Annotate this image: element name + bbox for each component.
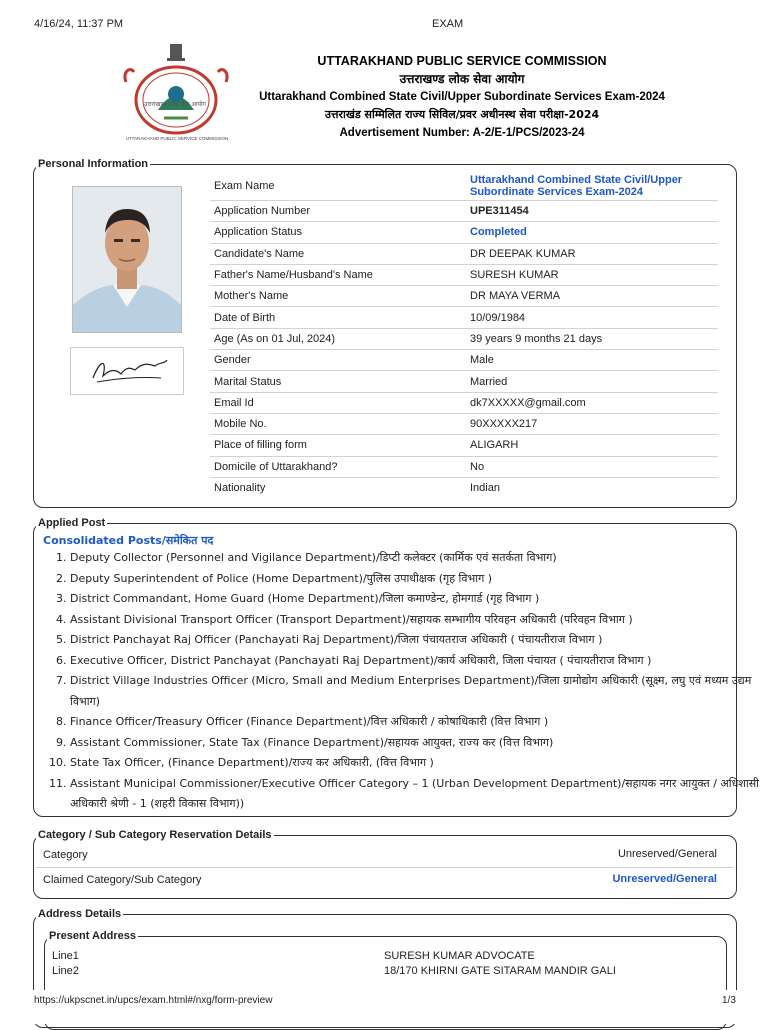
page-url: https://ukpscnet.in/upcs/exam.html#/nxg/form-preview	[34, 995, 273, 1006]
row-label: Domicile of Uttarakhand?	[210, 456, 466, 477]
application-status-value: Completed	[466, 222, 718, 243]
row-label: Mother's Name	[210, 286, 466, 307]
table-row	[210, 350, 718, 371]
row-label: Age (As on 01 Jul, 2024)	[210, 328, 466, 349]
table-row	[210, 456, 718, 477]
list-item: 10. State Tax Officer, (Finance Department)/राज्य कर अधिकारी, (वित्त विभाग )	[70, 753, 760, 774]
place-value: ALIGARH	[466, 435, 718, 456]
row-label: Email Id	[210, 392, 466, 413]
table-row	[210, 286, 718, 307]
line2-label: Line2	[52, 965, 79, 977]
table-row	[210, 328, 718, 349]
table-row	[210, 264, 718, 285]
father-name-value: SURESH KUMAR	[466, 264, 718, 285]
emblem-english-text: UTTARAKHAND PUBLIC SERVICE COMMISSION	[125, 136, 229, 141]
present-address-legend: Present Address	[49, 930, 137, 942]
row-label: Application Number	[210, 201, 466, 222]
domicile-value: No	[466, 456, 718, 477]
personal-info-legend: Personal Information	[38, 158, 149, 170]
line1-label: Line1	[52, 950, 79, 962]
row-label: Father's Name/Husband's Name	[210, 264, 466, 285]
advertisement-number: Advertisement Number: A-2/E-1/PCS/2023-24	[339, 127, 585, 139]
table-row	[210, 477, 718, 498]
candidate-photo	[72, 186, 182, 333]
print-title: EXAM	[432, 18, 464, 30]
list-item: 7. District Village Industries Officer (Micro, Small and Medium Enterprises Department)/जिला ग्रामोद्योग अधिकारी (सूक्ष्म, लघु एवं मध्यम उद्यम विभाग)	[70, 671, 760, 712]
personal-info-table	[210, 172, 718, 498]
age-value: 39 years 9 months 21 days	[466, 328, 718, 349]
exam-name-hi: उत्तराखंड सम्मिलित राज्य सिविल/प्रवर अधीनस्थ सेवा परीक्षा-2024	[324, 108, 600, 121]
line2-value: 18/170 KHIRNI GATE SITARAM MANDIR GALI	[384, 965, 616, 977]
list-item: 1. Deputy Collector (Personnel and Vigilance Department)/डिप्टी कलेक्टर (कार्मिक एवं सतर्कता विभाग)	[70, 548, 760, 569]
address-legend: Address Details	[38, 908, 122, 920]
list-item: 11. Assistant Municipal Commissioner/Executive Officer Category – 1 (Urban Development Department)/सहायक नगर आयुक्त / अधिशासी अधिकारी श्रेणी - 1 (शहरी विकास विभाग))	[70, 774, 760, 815]
applied-post-legend: Applied Post	[38, 517, 106, 529]
emblem-hindi-text: उत्तराखण्ड लोक सेवा आयोग	[144, 101, 206, 108]
list-item: 2. Deputy Superintendent of Police (Home Department)/पुलिस उपाधीक्षक (गृह विभाग )	[70, 569, 760, 590]
category-value: Unreserved/General	[617, 848, 717, 860]
row-label: Gender	[210, 350, 466, 371]
application-number-value: UPE311454	[466, 201, 718, 222]
row-label: Nationality	[214, 482, 266, 494]
print-datetime: 4/16/24, 11:37 PM	[34, 18, 124, 30]
list-item: 6. Executive Officer, District Panchayat (Panchayati Raj Department)/कार्य अधिकारी, जिला पंचायत ( पंचायतीराज विभाग )	[70, 651, 760, 672]
banner-text	[252, 52, 672, 142]
claimed-category-label: Claimed Category/Sub Category	[43, 874, 202, 886]
email-value: dk7XXXXX@gmail.com	[466, 392, 718, 413]
claimed-category-value: Unreserved/General	[612, 873, 717, 885]
category-label: Category	[43, 849, 88, 861]
candidate-photo-icon	[73, 187, 181, 332]
row-label: Application Status	[210, 222, 466, 243]
signature-icon	[71, 348, 183, 394]
table-row	[210, 222, 718, 243]
table-row	[210, 243, 718, 264]
table-row	[210, 413, 718, 434]
row-label: Exam Name	[210, 172, 466, 201]
table-row	[210, 435, 718, 456]
row-label: Place of filling form	[210, 435, 466, 456]
marital-status-value: Married	[466, 371, 718, 392]
dob-value: 10/09/1984	[466, 307, 718, 328]
table-row	[210, 201, 718, 222]
table-row	[210, 172, 718, 201]
candidate-signature	[70, 347, 184, 395]
category-section	[33, 829, 737, 899]
table-row	[210, 307, 718, 328]
gender-value: Male	[466, 350, 718, 371]
posts-list	[40, 548, 760, 815]
mother-name-value: DR MAYA VERMA	[466, 286, 718, 307]
candidate-name-value: DR DEEPAK KUMAR	[466, 243, 718, 264]
ukpsc-emblem-icon	[120, 42, 232, 142]
row-label: Mobile No.	[210, 413, 466, 434]
list-item: 4. Assistant Divisional Transport Officer (Transport Department)/सहायक सम्भागीय परिवहन अधिकारी (परिवहन विभाग )	[70, 610, 760, 631]
table-row	[210, 392, 718, 413]
org-name-hi: उत्तराखण्ड लोक सेवा आयोग	[399, 72, 525, 86]
table-row	[210, 371, 718, 392]
consolidated-posts-title: Consolidated Posts/समेकित पद	[43, 534, 214, 547]
category-legend: Category / Sub Category Reservation Details	[38, 829, 272, 841]
category-divider	[36, 867, 734, 868]
org-name-en: UTTARAKHAND PUBLIC SERVICE COMMISSION	[317, 54, 607, 68]
nationality-value: Indian	[470, 482, 500, 494]
list-item: 3. District Commandant, Home Guard (Home Department)/जिला कमाण्डेन्ट, होमगार्ड (गृह विभाग )	[70, 589, 760, 610]
line1-value: SURESH KUMAR ADVOCATE	[384, 950, 535, 962]
exam-name-en: Uttarakhand Combined State Civil/Upper Subordinate Services Exam-2024	[259, 91, 665, 103]
row-label: Date of Birth	[210, 307, 466, 328]
row-label: Marital Status	[210, 371, 466, 392]
list-item: 9. Assistant Commissioner, State Tax (Finance Department)/सहायक आयुक्त, राज्य कर (वित्त विभाग)	[70, 733, 760, 754]
exam-name-value: Uttarakhand Combined State Civil/Upper Subordinate Services Exam-2024	[466, 172, 718, 201]
mobile-value: 90XXXXX217	[466, 413, 718, 434]
page-number: 1/3	[722, 995, 736, 1006]
list-item: 5. District Panchayat Raj Officer (Panchayati Raj Department)/जिला पंचायतराज अधिकारी ( पंचायतीराज विभाग )	[70, 630, 760, 651]
row-label: Candidate's Name	[210, 243, 466, 264]
list-item: 8. Finance Officer/Treasury Officer (Finance Department)/वित्त अधिकारी / कोषाधिकारी (वित्त विभाग )	[70, 712, 760, 733]
